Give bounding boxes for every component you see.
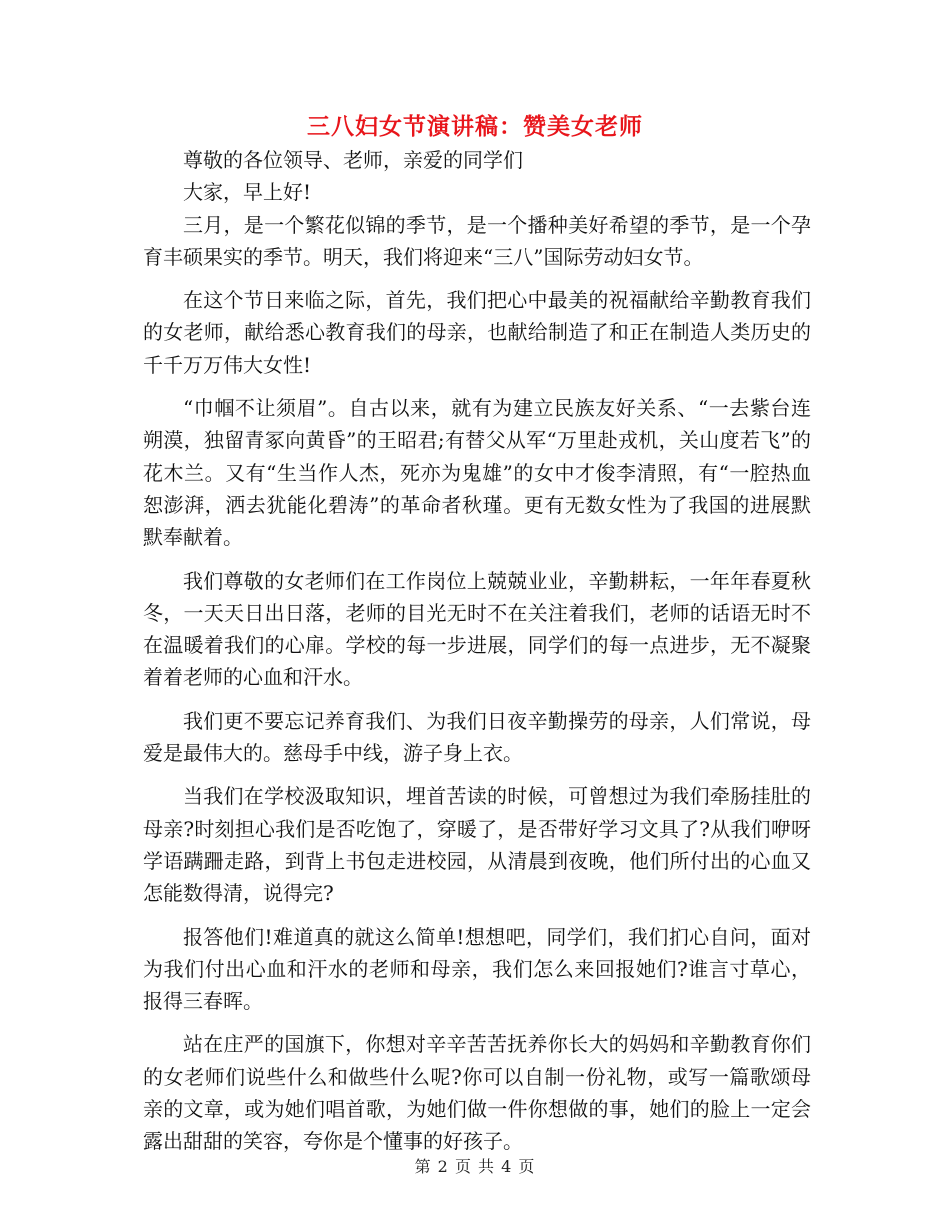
paragraph-flag: 站在庄严的国旗下，你想对辛辛苦苦抚养你长大的妈妈和辛勤教育你们的女老师们说些什么和做些什么呢?你可以自制一份礼物，或写一篇歌颂母亲的文章，或为她们唱首歌，为她们做一件你想做的事，她们的脸上一定会露出甜甜的笑容，夸你是个懂事的好孩子。 — [143, 1032, 811, 1154]
paragraph-greeting: 尊敬的各位领导、老师，亲爱的同学们 — [183, 148, 523, 172]
paragraph-teachers: 我们尊敬的女老师们在工作岗位上兢兢业业，辛勤耕耘，一年年春夏秋冬，一天天日出日落，老师的目光无时不在关注着我们，老师的话语无时不在温暖着我们的心扉。学校的每一步进展，同学们的每一点进步，无不凝聚着着老师的心血和汗水。 — [143, 568, 811, 690]
paragraph-march: 三月，是一个繁花似锦的季节，是一个播种美好希望的季节，是一个孕育丰硕果实的季节。明天，我们将迎来“三八”国际劳动妇女节。 — [143, 212, 811, 269]
paragraph-repay: 报答他们!难道真的就这么简单!想想吧，同学们，我们扪心自问，面对为我们付出心血和汗水的老师和母亲，我们怎么来回报她们?谁言寸草心，报得三春晖。 — [143, 924, 811, 1014]
paragraph-heroines: “巾帼不让须眉”。自古以来，就有为建立民族友好关系、“一去紫台连朔漠，独留青冢向黄昏”的王昭君;有替父从军“万里赴戎机，关山度若飞”的花木兰。又有“生当作人杰，死亦为鬼雄”的女中才俊李清照，有“一腔热血恕澎湃，洒去犹能化碧涛”的革命者秋瑾。更有无数女性为了我国的进展默默奉献着。 — [143, 396, 811, 550]
page-number: 第 2 页 共 4 页 — [414, 1157, 536, 1176]
paragraph-good-morning: 大家，早上好! — [183, 180, 312, 205]
paragraph-blessing: 在这个节日来临之际，首先，我们把心中最美的祝福献给辛勤教育我们的女老师，献给悉心教育我们的母亲，也献给制造了和正在制造人类历史的千千万万伟大女性! — [143, 288, 811, 377]
paragraph-school: 当我们在学校汲取知识，埋首苦读的时候，可曾想过为我们牵肠挂肚的母亲?时刻担心我们是否吃饱了，穿暖了，是否带好学习文具了?从我们咿呀学语蹒跚走路，到背上书包走进校园，从清晨到夜晚，他们所付出的心血又怎能数得清，说得完? — [143, 784, 811, 906]
document-body — [143, 144, 811, 1158]
document-title: 三八妇女节演讲稿：赞美女老师 — [307, 113, 643, 140]
paragraph-mothers: 我们更不要忘记养育我们、为我们日夜辛勤操劳的母亲，人们常说，母爱是最伟大的。慈母手中线，游子身上衣。 — [143, 708, 811, 766]
